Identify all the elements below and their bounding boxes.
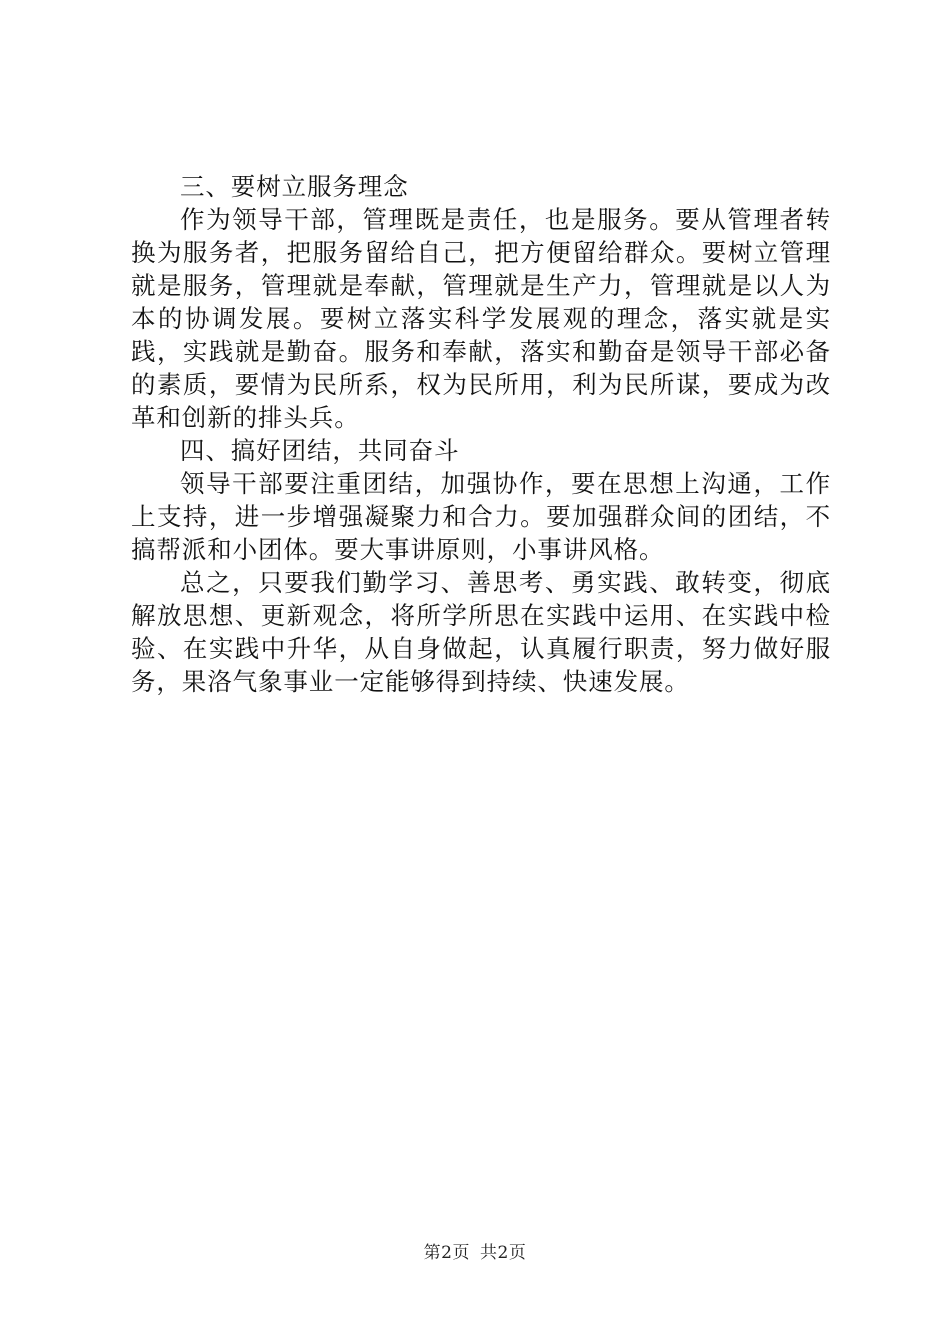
- paragraph-service: 作为领导干部，管理既是责任，也是服务。要从管理者转换为服务者，把服务留给自己，把方便留给群众。要树立管理就是服务，管理就是奉献，管理就是生产力，管理就是以人为本的协调发展。要树立落实科学发展观的理念，落实就是实践，实践就是勤奋。服务和奉献，落实和勤奋是领导干部必备的素质，要情为民所系，权为民所用，利为民所谋，要成为改革和创新的排头兵。: [131, 205, 831, 432]
- section-heading-unity: 四、搞好团结，共同奋斗: [180, 436, 460, 465]
- section-heading-service: 三、要树立服务理念: [180, 172, 409, 201]
- page-total: 共2页: [480, 1243, 527, 1263]
- document-body: [131, 170, 831, 698]
- page-number: 第2页: [423, 1243, 470, 1263]
- paragraph-unity: 领导干部要注重团结，加强协作，要在思想上沟通，工作上支持，进一步增强凝聚力和合力。要加强群众间的团结，不搞帮派和小团体。要大事讲原则，小事讲风格。: [131, 469, 831, 564]
- paragraph-conclusion: 总之，只要我们勤学习、善思考、勇实践、敢转变，彻底解放思想、更新观念，将所学所思在实践中运用、在实践中检验、在实践中升华，从自身做起，认真履行职责，努力做好服务，果洛气象事业一定能够得到持续、快速发展。: [131, 568, 831, 696]
- page-footer: [0, 1242, 950, 1264]
